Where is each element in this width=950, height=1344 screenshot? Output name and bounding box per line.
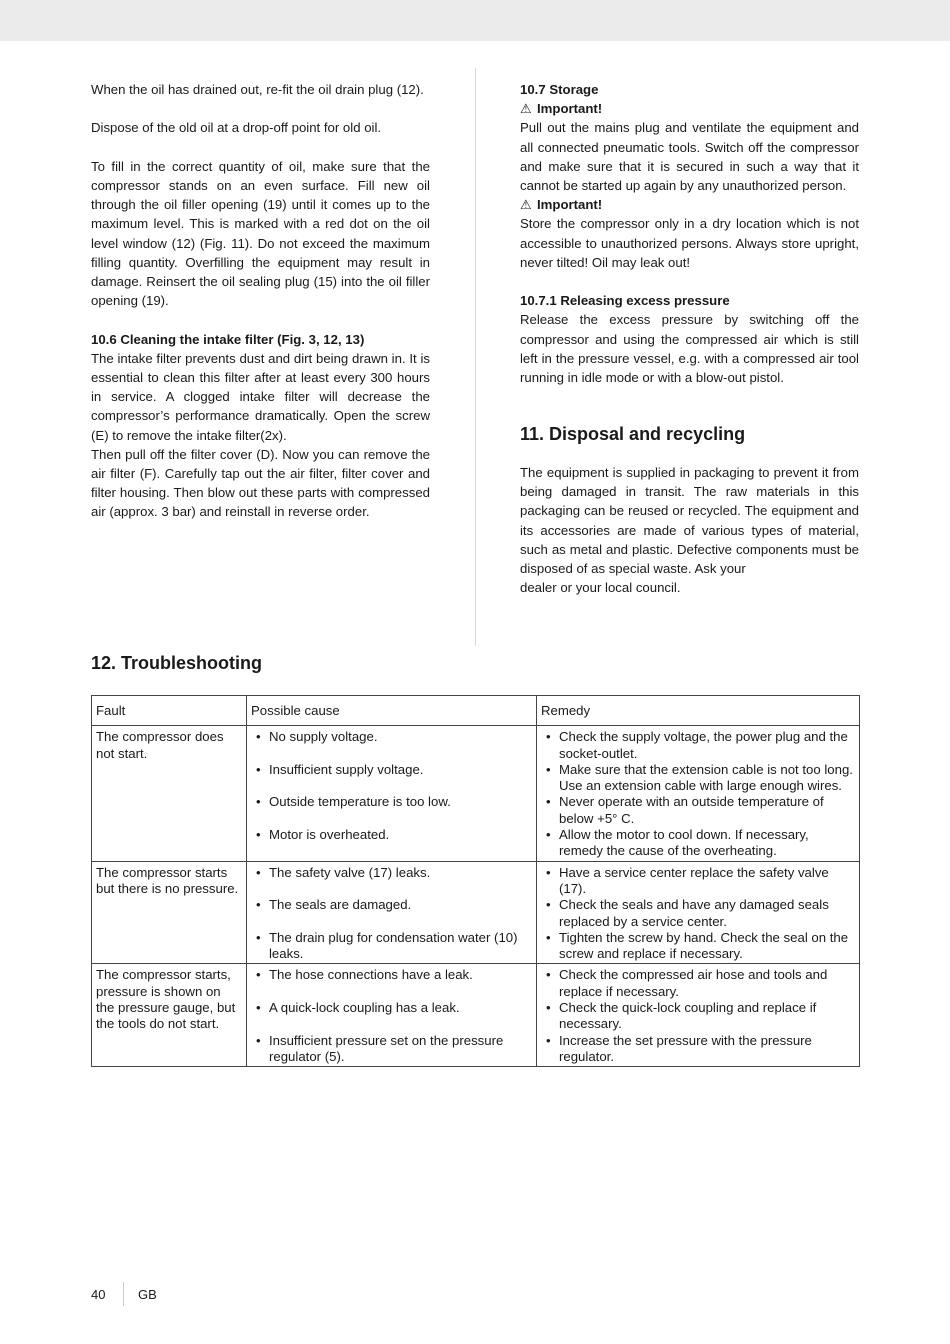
cause-item: • The drain plug for condensation water (10) leaks. [251, 930, 532, 963]
paragraph-refit-drain-plug: When the oil has drained out, re-fit the oil drain plug (12). [91, 82, 424, 97]
column-header-remedy: Remedy [537, 696, 860, 726]
troubleshooting-table [91, 695, 860, 1067]
cause-item: • Outside temperature is too low. [251, 794, 532, 810]
warning-icon: ⚠ [520, 197, 532, 213]
remedy-cell [537, 964, 860, 1067]
paragraph-dispose-oil: Dispose of the old oil at a drop-off point for old oil. [91, 120, 382, 136]
cause-item: • Motor is overheated. [251, 827, 532, 843]
warning-icon: ⚠ [520, 101, 532, 117]
paragraph-storage-unplug: Pull out the mains plug and ventilate the equipment and all connected pneumatic tools. Switch off the compressor and make sure that it is secured in such a way that it cannot be started up again by any unauthorized person. [520, 120, 859, 194]
cause-item: • A quick-lock coupling has a leak. [251, 1000, 532, 1016]
paragraph-release-pressure: Release the excess pressure by switching off the compressor and using the compressed air which is still left in the pressure vessel, e.g. with a compressed air tool running in idle mode or with a blow-out pistol. [520, 312, 859, 386]
remedy-cell [537, 861, 860, 964]
paragraph-intake-filter: The intake filter prevents dust and dirt being drawn in. It is essential to clean this filter after at least every 300 hours in service. A clogged intake filter will decrease the compressor’s performance dramatically. Open the screw (E) to remove the intake filter(2x). [91, 350, 430, 443]
heading-troubleshooting: 12. Troubleshooting [91, 653, 263, 673]
remedy-item: • Check the seals and have any damaged seals replaced by a service center. [541, 897, 855, 930]
paragraph-storage-location: Store the compressor only in a dry location which is not accessible to unauthorized persons. Always store upright, never tilted! Oil may leak out! [520, 216, 859, 270]
page-number: 40 [91, 1286, 106, 1302]
remedy-item: • Never operate with an outside temperature of below +5° C. [541, 794, 855, 827]
fault-cell: The compressor does not start. [92, 726, 247, 861]
cause-item: • Insufficient pressure set on the pressure regulator (5). [251, 1033, 532, 1066]
heading-disposal: 11. Disposal and recycling [520, 424, 746, 444]
remedy-item: • Tighten the screw by hand. Check the seal on the screw and replace if necessary. [541, 930, 855, 963]
cause-cell [247, 861, 537, 964]
remedy-item: • Increase the set pressure with the pressure regulator. [541, 1033, 855, 1066]
table-row [92, 964, 860, 1067]
important-label: Important! [537, 197, 603, 213]
paragraph-fill-oil: To fill in the correct quantity of oil, make sure that the compressor stands on an even surface. Fill new oil through the oil filler opening (19) until it comes up to the maximum level. This is marked with a red dot on the oil level window (12) (Fig. 11). Do not exceed the maximum filling quantity. Overfilling the equipment may result in damage. Reinsert the oil sealing plug (15) into the oil filler opening (19). [91, 158, 430, 309]
remedy-item: • Make sure that the extension cable is not too long. Use an extension cable with large enough wires. [541, 762, 855, 795]
column-header-cause: Possible cause [247, 696, 537, 726]
cause-item: • Insufficient supply voltage. [251, 762, 532, 778]
paragraph-filter-cover: Then pull off the filter cover (D). Now you can remove the air filter (F). Carefully tap out the air filter, filter cover and filter housing. Then blow out these parts with compressed air (approx. 3 bar) and reinstall in reverse order. [91, 446, 430, 520]
remedy-item: • Allow the motor to cool down. If necessary, remedy the cause of the overheating. [541, 827, 855, 860]
footer-divider [123, 1282, 124, 1306]
table-row [92, 861, 860, 964]
fault-cell: The compressor starts, pressure is shown on the pressure gauge, but the tools do not start. [92, 964, 247, 1067]
column-header-fault: Fault [92, 696, 247, 726]
right-column [520, 80, 859, 387]
important-label: Important! [537, 101, 603, 117]
disposal-section [520, 463, 859, 597]
table-header-row [92, 696, 860, 726]
fault-cell: The compressor starts but there is no pressure. [92, 861, 247, 964]
cause-cell [247, 964, 537, 1067]
heading-10-6: 10.6 Cleaning the intake filter (Fig. 3, 12, 13) [91, 331, 365, 347]
heading-10-7-1: 10.7.1 Releasing excess pressure [520, 293, 730, 309]
important-notice-2 [520, 195, 859, 214]
page-footer [91, 1284, 157, 1304]
left-column [91, 80, 430, 522]
cause-item: • No supply voltage. [251, 729, 532, 745]
paragraph-disposal: The equipment is supplied in packaging to prevent it from being damaged in transit. The raw materials in this packaging can be reused or recycled. The equipment and its accessories are made of various types of material, such as metal and plastic. Defective components must be disposed of as special waste. Ask your [520, 465, 859, 577]
remedy-item: • Check the quick-lock coupling and replace if necessary. [541, 1000, 855, 1033]
cause-item: • The seals are damaged. [251, 897, 532, 913]
remedy-item: • Check the supply voltage, the power plug and the socket-outlet. [541, 729, 855, 762]
language-code: GB [138, 1286, 157, 1302]
remedy-cell [537, 726, 860, 861]
table-row [92, 726, 860, 861]
remedy-item: • Check the compressed air hose and tools and replace if necessary. [541, 967, 855, 1000]
paragraph-disposal-end: dealer or your local council. [520, 580, 681, 596]
cause-item: • The hose connections have a leak. [251, 967, 532, 983]
important-notice-1 [520, 99, 859, 118]
cause-item: • The safety valve (17) leaks. [251, 865, 532, 881]
page-top-band [0, 0, 950, 41]
cause-cell [247, 726, 537, 861]
heading-10-7: 10.7 Storage [520, 82, 599, 97]
column-divider [475, 68, 476, 646]
remedy-item: • Have a service center replace the safety valve (17). [541, 865, 855, 898]
